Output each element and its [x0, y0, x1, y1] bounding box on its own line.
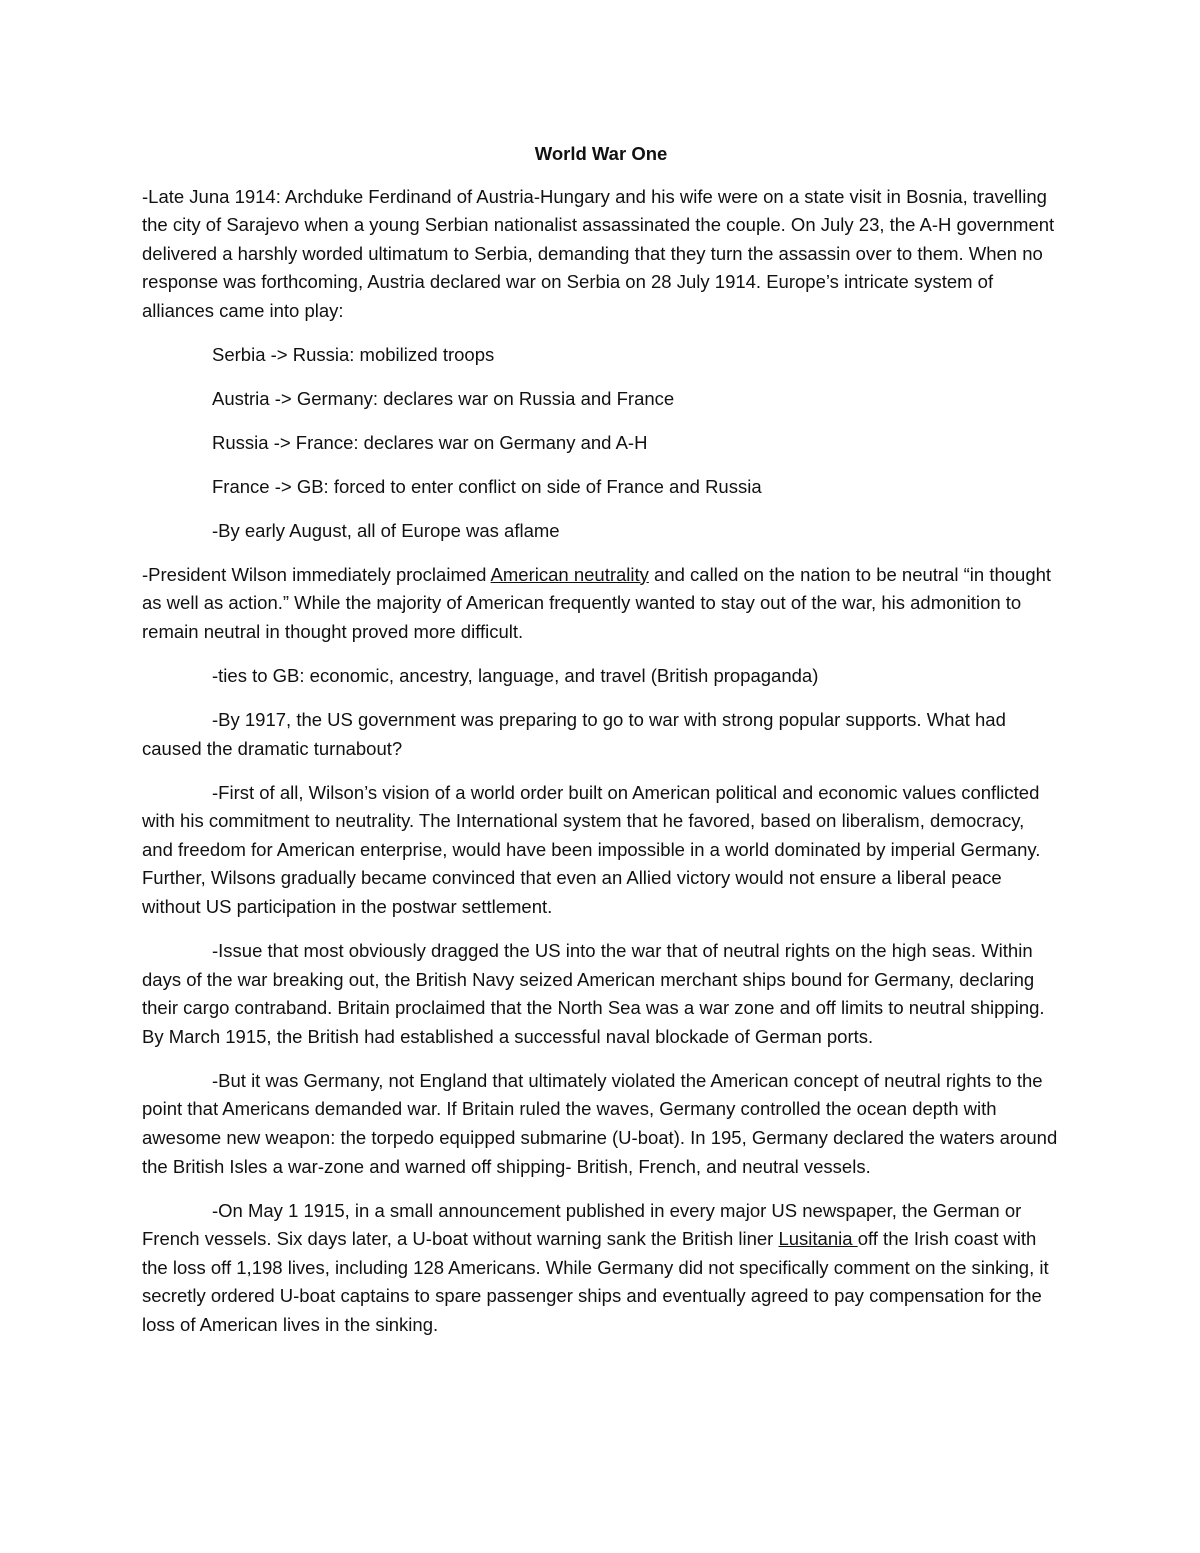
- alliance-russia-france: Russia -> France: declares war on Germany and A-H: [212, 431, 648, 453]
- alliance-austria-germany: Austria -> Germany: declares war on Russia and France: [212, 387, 675, 409]
- american-neutrality-underlined: American neutrality: [490, 563, 649, 585]
- document-page: [142, 140, 1060, 1355]
- document-title: World War One: [534, 143, 668, 164]
- alliance-france-gb: France -> GB: forced to enter conflict on side of France and Russia: [212, 475, 762, 497]
- paragraph-ties-to-gb: -ties to GB: economic, ancestry, language, and travel (British propaganda): [212, 665, 819, 687]
- lusitania-text-before: -On May 1 1915, in a small announcement published in every major US newspaper, the German or French vessels. Six days later, a U-boat without warning sank the British liner: [142, 1199, 1022, 1250]
- paragraph-assassination: -Late Juna 1914: Archduke Ferdinand of Austria-Hungary and his wife were on a state visit in Bosnia, travelling the city of Sarajevo when a young Serbian nationalist assassinated the couple. On July 23, the A-H government delivered a harshly worded ultimatum to Serbia, demanding that they turn the assassin over to them. When no response was forthcoming, Austria declared war on Serbia on 28 July 1914. Europe’s intricate system of alliances came into play:: [142, 185, 1055, 321]
- paragraph-by-1917: -By 1917, the US government was preparing to go to war with strong popular supports. What had caused the dramatic turnabout?: [142, 709, 1006, 759]
- paragraph-neutrality: [142, 561, 1060, 647]
- paragraph-neutral-rights: -Issue that most obviously dragged the US into the war that of neutral rights on the high seas. Within days of the war breaking out, the British Navy seized American merchant ships bound for Germany, declaring their cargo contraband. Britain proclaimed that the North Sea was a war zone and off limits to neutral shipping. By March 1915, the British had established a successful naval blockade of German ports.: [142, 939, 1045, 1047]
- alliance-serbia-russia: Serbia -> Russia: mobilized troops: [212, 343, 495, 365]
- paragraph-germany-uboat: -But it was Germany, not England that ultimately violated the American concept of neutral rights to the point that Americans demanded war. If Britain ruled the waves, Germany controlled the ocean depth with awesome new weapon: the torpedo equipped submarine (U-boat). In 195, Germany declared the waters around the British Isles a war-zone and warned off shipping- British, French, and neutral vessels.: [142, 1069, 1058, 1177]
- neutrality-text-before: -President Wilson immediately proclaimed: [142, 563, 491, 585]
- lusitania-underlined: Lusitania: [778, 1228, 858, 1250]
- paragraph-lusitania: [142, 1197, 1060, 1340]
- neutrality-text-after: and called on the nation to be neutral “in thought as well as action.” While the majority of American frequently wanted to stay out of the war, his admonition to remain neutral in thought proved more difficult.: [142, 563, 1052, 643]
- lusitania-text-after: off the Irish coast with the loss off 1,198 lives, including 128 Americans. While Germany did not specifically comment on the sinking, it secretly ordered U-boat captains to spare passenger ships and eventually agreed to pay compensation for the loss of American lives in the sinking.: [142, 1228, 1049, 1335]
- paragraph-wilson-vision: -First of all, Wilson’s vision of a world order built on American political and economic values conflicted with his commitment to neutrality. The International system that he favored, based on liberalism, democracy, and freedom for American enterprise, would have been impossible in a world dominated by imperial Germany. Further, Wilsons gradually became convinced that even an Allied victory would not ensure a liberal peace without US participation in the postwar settlement.: [142, 781, 1041, 917]
- europe-aflame-line: -By early August, all of Europe was aflame: [212, 519, 560, 541]
